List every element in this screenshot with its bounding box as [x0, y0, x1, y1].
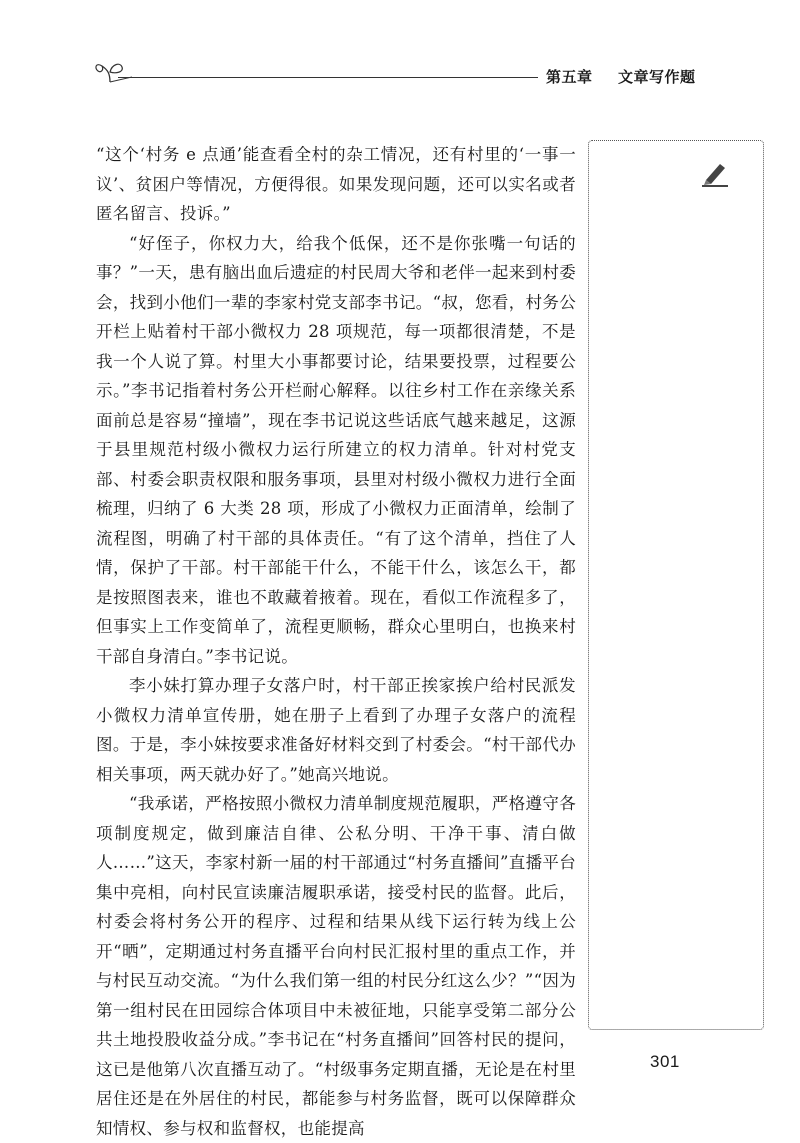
article-body: [96, 140, 576, 1143]
sprout-icon: [92, 58, 132, 84]
paragraph: “这个‘村务 e 点通’能查看全村的杂工情况，还有村里的‘一事一议’、贫困户等情况，方便得很。如果发现问题，还可以实名或者匿名留言、投诉。”: [96, 145, 576, 223]
chapter-title: 文章写作题: [617, 68, 696, 86]
notes-margin-box: [588, 140, 764, 1030]
chapter-header: [546, 66, 696, 87]
paragraph: 李小妹打算办理子女落户时，村干部正挨家挨户给村民派发小微权力清单宣传册，她在册子上看到了办理子女落户的流程图。于是，李小妹按要求准备好材料交到了村委会。“村干部代办相关事项，两天就办好了。”她高兴地说。: [96, 676, 576, 784]
paragraph: “我承诺，严格按照小微权力清单制度规范履职，严格遵守各项制度规定，做到廉洁自律、公私分明、干净干事、清白做人……”这天，李家村新一届的村干部通过“村务直播间”直播平台集中亮相，向村民宣读廉洁履职承诺，接受村民的监督。此后，村委会将村务公开的程序、过程和结果从线下运行转为线上公开“晒”，定期通过村务直播平台向村民汇报村里的重点工作，并与村民互动交流。“为什么我们第一组的村民分红这么少？”“因为第一组村民在田园综合体项目中未被征地，只能享受第二部分公共土地投股收益分成。”李书记在“村务直播间”回答村民的提问，这已是他第八次直播互动了。“村级事务定期直播，无论是在村里居住还是在外居住的村民，都能参与村务监督，既可以保障群众知情权、参与权和监督权，也能提高: [96, 794, 576, 1138]
chapter-number: 第五章: [546, 68, 593, 86]
header-rule: [118, 77, 538, 78]
pencil-icon: [700, 160, 730, 188]
paragraph: “好侄子，你权力大，给我个低保，还不是你张嘴一句话的事？”一天，患有脑出血后遗症的村民周大爷和老伴一起来到村委会，找到小他们一辈的李家村党支部李书记。“叔，您看，村务公开栏上贴着村干部小微权力 28 项规范，每一项都很清楚，不是我一个人说了算。村里大小事都要讨论，结果要投票，过程要公示。”李书记指着村务公开栏耐心解释。以往乡村工作在亲缘关系面前总是容易“撞墙”，现在李书记说这些话底气越来越足，这源于县里规范村级小微权力运行所建立的权力清单。针对村党支部、村委会职责权限和服务事项，县里对村级小微权力进行全面梳理，归纳了 6 大类 28 项，形成了小微权力正面清单，绘制了流程图，明确了村干部的具体责任。“有了这个清单，挡住了人情，保护了干部。村干部能干什么，不能干什么，该怎么干，都是按照图表来，谁也不敢藏着掖着。现在，看似工作流程多了，但事实上工作变简单了，流程更顺畅，群众心里明白，也换来村干部自身清白。”李书记说。: [96, 233, 576, 666]
page-number: 301: [650, 1052, 680, 1071]
